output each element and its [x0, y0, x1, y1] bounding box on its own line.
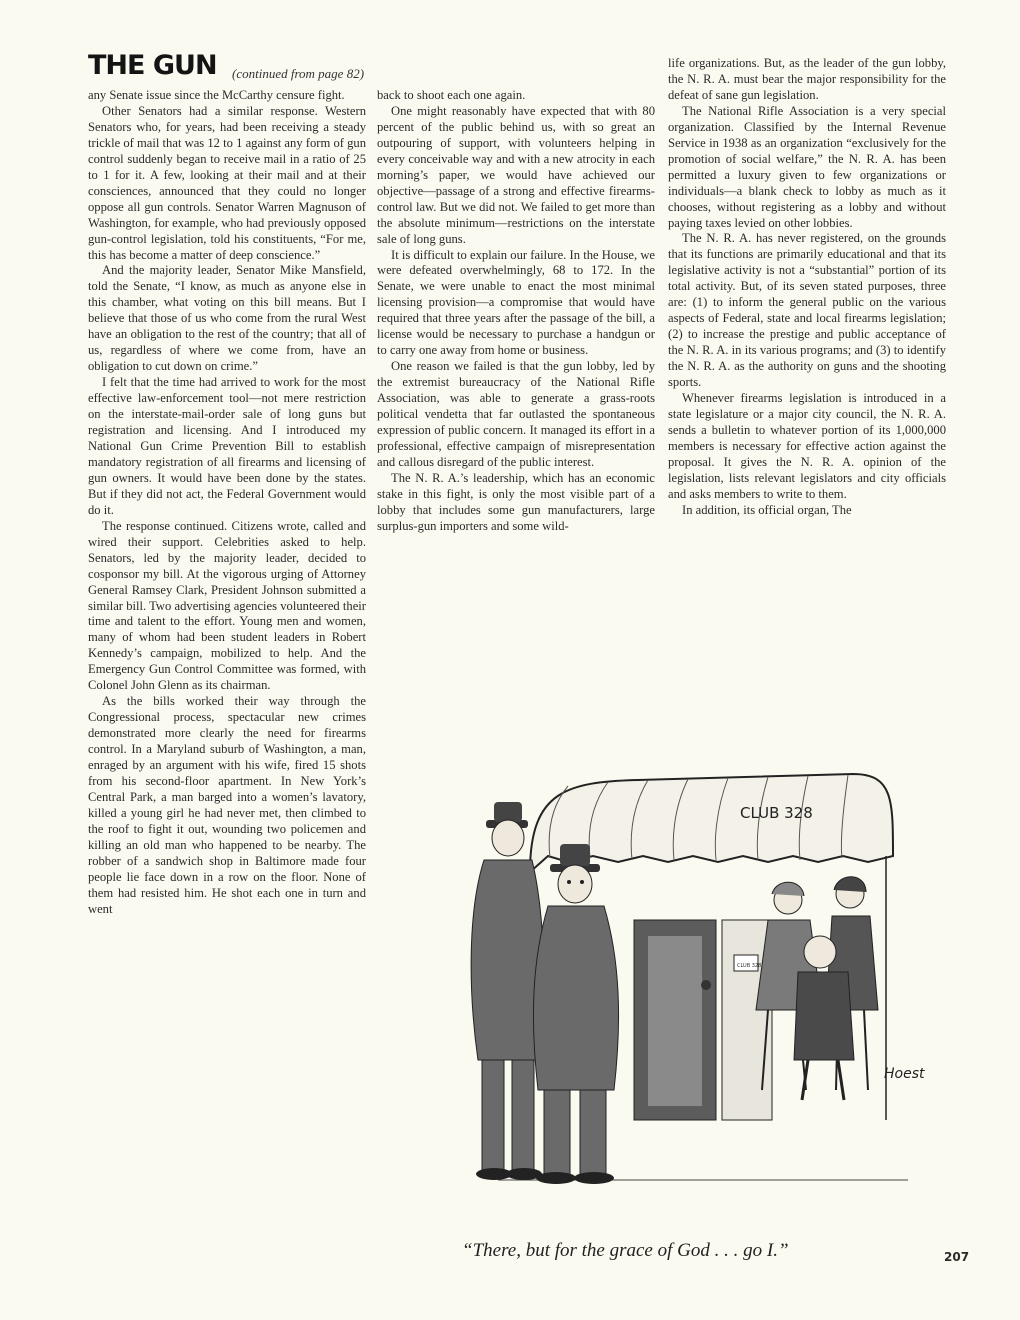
paragraph: The National Rifle Association is a very special organization. Classified by the Internal Revenue Service in 1938 as an organization “exclusively for the promotion of social welfare,” the N. R. A. has been permitted a luxury given to few organizations or individuals—a blank check to lobby as much as it chooses, without registering as a lobby and without paying taxes levied on other lobbies.: [668, 103, 946, 230]
paragraph: It is difficult to explain our failure. In the House, we were defeated overwhelmingly, 68 to 172. In the Senate, we were unable to enact the most minimal licensing provision—a compromise that would have required that three years after the passage of the bill, a license would be necessary to purchase a handgun or to carry one away from home or business.: [377, 247, 655, 358]
paragraph: The N. R. A. has never registered, on the grounds that its functions are primarily educational and that its legislative activity is not a “substantial” portion of its total activity. But, of its seven stated purposes, three are: (1) to inform the general public on the various aspects of Federal, state and local firearms legislation; (2) to increase the prestige and public acceptance of the N. R. A. in its various programs; and (3) to identify the N. R. A. as the authority on guns and the shooting sports.: [668, 231, 946, 390]
revelers-group: [756, 877, 878, 1100]
cartoon-illustration: [438, 760, 934, 1240]
paragraph: life organizations. But, as the leader of the gun lobby, the N. R. A. must bear the major responsibility for the defeat of sane gun legislation.: [668, 56, 946, 102]
page-number: 207: [944, 1250, 970, 1264]
awning-sign: CLUB 328: [740, 804, 813, 822]
paragraph: And the majority leader, Senator Mike Mansfield, told the Senate, “I know, as much as anyone else in this chamber, what voting on this bill means. But I believe that those of us who come from the rural West have an obligation to the rest of the country; that all of us, regardless of where we come from, have an obligation to cut down on crime.”: [88, 263, 366, 374]
paragraph: Whenever firearms legislation is introduced in a state legislature or a major city council, the N. R. A. sends a bulletin to whatever portion of its 1,000,000 members is necessary for effective action against the proposal. It gives the N. R. A. opinion of the legislation, lists relevant legislators and city officials and asks members to write to them.: [668, 391, 946, 501]
paragraph: any Senate issue since the McCarthy censure fight.: [88, 88, 345, 102]
paragraph: back to shoot each one again.: [377, 88, 526, 102]
paragraph: I felt that the time had arrived to work for the most effective law-enforcement tool—not mere restriction on the interstate-mail-order sale of long guns but registration and licensing. And I introduced my National Gun Crime Prevention Bill to establish mandatory registration of all firearms and licensing of gun owners. It would have been done by the states. But if they did not act, the Federal Government would do it.: [88, 375, 366, 517]
cartoon-caption: “There, but for the grace of God . . . go I.”: [462, 1240, 789, 1261]
artist-signature: Hoest: [884, 1066, 925, 1082]
text-column-2: [377, 88, 655, 535]
paragraph: Other Senators had a similar response. Western Senators who, for years, had been receiving a steady trickle of mail that was 12 to 1 against any form of gun control suddenly began to receive mail in a ratio of 25 to 1 for it. A few, looking at their mail and at their consciences, announced that they could no longer oppose all gun controls. Senator Warren Magnuson of Washington, for example, who had previously opposed gun-control legislation, told his constituents, “For me, this has become a matter of deep conscience.”: [88, 103, 366, 262]
article-title: THE GUN: [88, 50, 217, 81]
paragraph: As the bills worked their way through the Congressional process, spectacular new crimes demonstrated more clearly the need for firearms control. In a Maryland suburb of Washington, a man, enraged by an argument with his wife, fired 15 shots from his second-floor apartment. In New York’s Central Park, a man barged into a women’s lavatory, killed a young girl he had never met, then climbed to the roof to fight it out, wounding two policemen and killing an old man who happened to be nearby. The robber of a sandwich shop in Baltimore made four people lie face down in a row on the floor. None of them had resisted him. He shot each one in turn and went: [88, 694, 366, 916]
paragraph: The response continued. Citizens wrote, called and wired their support. Celebrities asked to help. Senators, led by the majority leader, decided to cosponsor my bill. At the vigorous urging of Attorney General Ramsey Clark, President Johnson submitted a similar bill. Two advertising agencies volunteered their time and talent to the effort. Young men and women, many of whom had been student leaders in Robert Kennedy’s campaign, mobilized to help. And the Emergency Gun Control Committee was formed, with Colonel John Glenn as its chairman.: [88, 518, 366, 693]
man-figure-right: [533, 844, 618, 1184]
continued-note: (continued from page 82): [232, 66, 365, 81]
paragraph: The N. R. A.’s leadership, which has an economic stake in this fight, is only the most visible part of a lobby that includes some gun manufacturers, large surplus-gun importers and some wild-: [377, 470, 655, 533]
text-column-3: [668, 56, 946, 519]
paragraph: One might reasonably have expected that with 80 percent of the public behind us, with so great an outpouring of support, with volunteers helping in every conceivable way and with a new atrocity in each morning’s paper, we would have achieved our objective—passage of a strong and effective firearms-control law. But we did not. We failed to get more than the absolute minimum—restrictions on the interstate sale of long guns.: [377, 103, 655, 246]
paragraph: In addition, its official organ, The: [682, 502, 852, 517]
text-column-1: [88, 88, 366, 918]
door-sign: CLUB 328: [737, 963, 762, 969]
paragraph: One reason we failed is that the gun lobby, led by the extremist bureaucracy of the National Rifle Association, was able to generate a grass-roots political vendetta that far outlasted the spontaneous expression of public concern. It managed its effort in a professional, effective campaign of misrepresentation and callous disregard of the public interest.: [377, 359, 655, 469]
